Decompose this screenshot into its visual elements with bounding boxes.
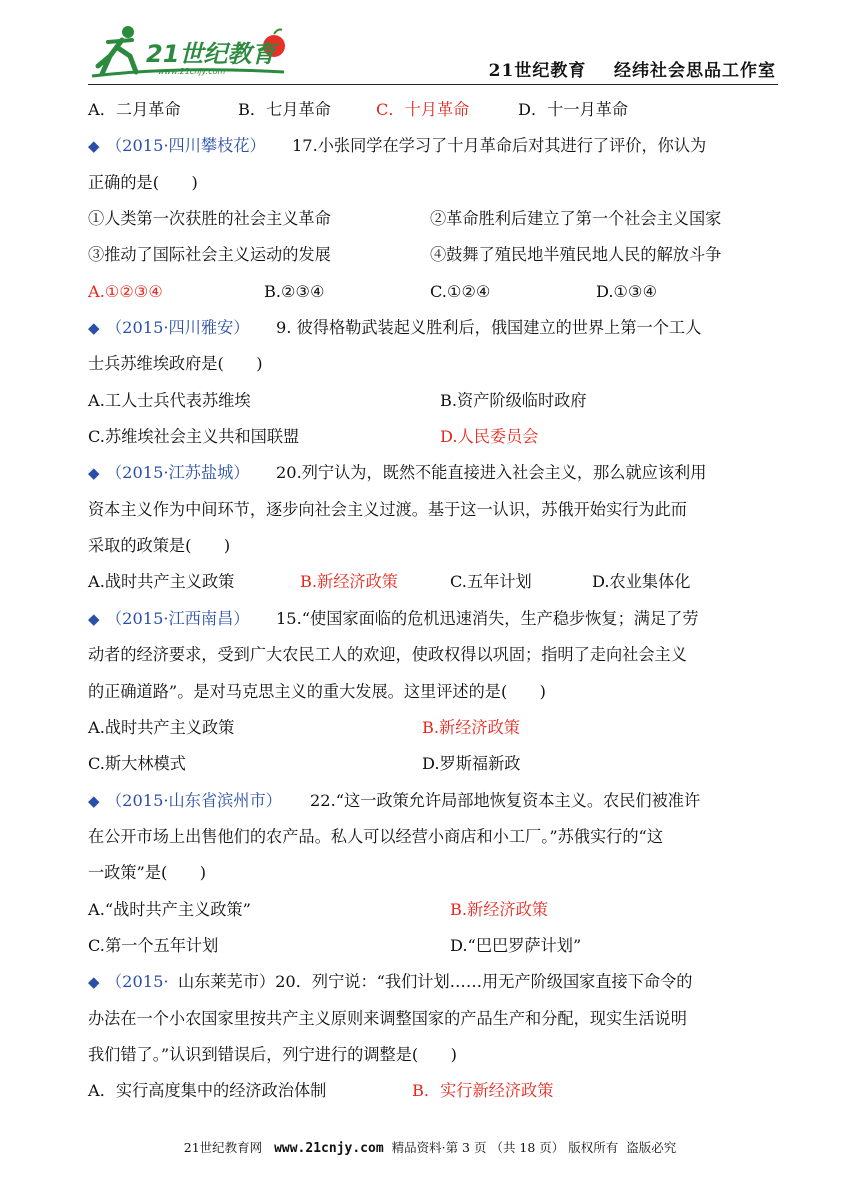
text-line-q20b-stem-1	[88, 964, 778, 1000]
text-line-q17-options	[88, 274, 778, 310]
diamond-icon: ◆	[88, 973, 100, 992]
text-segment: 22.“这一政策允许局部地恢复资本主义。农民们被准许	[310, 790, 701, 810]
text-segment: 一政策”是( )	[88, 863, 207, 883]
text-segment: ①人类第一次获胜的社会主义革命	[88, 209, 331, 229]
source-label: （2015·江西南昌）	[106, 608, 250, 628]
text-line-q17-stem-2	[88, 165, 778, 201]
diamond-icon: ◆	[88, 137, 100, 156]
text-line-q15-options-1	[88, 710, 778, 746]
text-segment: 在公开市场上出售他们的农产品。私人可以经营小商店和小工厂。”苏俄实行的“这	[88, 826, 664, 846]
text-segment: ②革命胜利后建立了第一个社会主义国家	[430, 209, 722, 229]
text-segment: A．实行高度集中的经济政治体制	[88, 1081, 327, 1101]
text-line-q20b-stem-3	[88, 1037, 778, 1073]
correct-answer: A.①②③④	[88, 281, 163, 301]
page-footer	[0, 1138, 860, 1156]
text-line-q22-stem-1	[88, 783, 778, 819]
footer-left: 21世纪教育网	[183, 1140, 275, 1155]
text-segment: 我们错了。”认识到错误后，列宁进行的调整是( )	[88, 1044, 457, 1064]
question-content	[88, 92, 778, 1110]
text-segment: 士兵苏维埃政府是( )	[88, 354, 263, 374]
correct-answer: C．十月革命	[376, 100, 470, 119]
text-segment: B.资产阶级临时政府	[440, 390, 587, 410]
text-line-q22-stem-3	[88, 855, 778, 891]
text-line-q17-items-1	[88, 201, 778, 237]
source-label: （2015·四川攀枝花）	[106, 136, 266, 156]
correct-answer: B．实行新经济政策	[412, 1081, 554, 1101]
text-line-q15-stem-2	[88, 637, 778, 673]
diamond-icon: ◆	[88, 791, 100, 810]
text-line-q17-stem-1	[88, 128, 778, 164]
text-segment: 动者的经济要求，受到广大农民工人的欢迎，使政权得以巩固；指明了走向社会主义	[88, 645, 687, 665]
text-segment: A.战时共产主义政策	[88, 572, 235, 592]
text-line-q20-stem-1	[88, 455, 778, 491]
text-line-q15-options-2	[88, 746, 778, 782]
text-line-q9-options-2	[88, 419, 778, 455]
header-divider	[88, 84, 778, 85]
text-segment: 资本主义作为中间环节，逐步向社会主义过渡。基于这一认识，苏俄开始实行为此而	[88, 499, 687, 519]
text-line-q20-stem-2	[88, 492, 778, 528]
text-line-q16-options	[88, 92, 778, 128]
text-segment: 正确的是( )	[88, 172, 198, 192]
text-segment: 15.“使国家面临的危机迅速消失，生产稳步恢复；满足了劳	[276, 608, 699, 628]
text-segment: A．二月革命	[88, 100, 181, 119]
footer-right: 精品资料·第 3 页 （共 18 页） 版权所有 盗版必究	[383, 1140, 677, 1155]
text-line-q15-stem-3	[88, 674, 778, 710]
text-segment: C.第一个五年计划	[88, 935, 219, 955]
text-line-q9-options-1	[88, 383, 778, 419]
page-header	[88, 22, 778, 84]
correct-answer: B.新经济政策	[422, 717, 520, 737]
text-segment: 山东莱芜市）20．列宁说：“我们计划……用无产阶级国家直接下命令的	[178, 972, 693, 992]
text-segment: C.苏维埃社会主义共和国联盟	[88, 427, 300, 447]
text-segment: A.“战时共产主义政策”	[88, 899, 251, 919]
text-segment: D.“巴巴罗萨计划”	[450, 935, 582, 955]
text-segment: ③推动了国际社会主义运动的发展	[88, 245, 331, 265]
text-segment: C.五年计划	[450, 572, 532, 592]
text-line-q20-options	[88, 564, 778, 600]
text-segment: A.工人士兵代表苏维埃	[88, 390, 251, 410]
text-line-q22-options-2	[88, 928, 778, 964]
text-segment: 办法在一个小农国家里按共产主义原则来调整国家的产品生产和分配，现实生活说明	[88, 1008, 687, 1028]
logo-url: www.21cnjy.com	[158, 67, 226, 76]
diamond-icon: ◆	[88, 609, 100, 628]
correct-answer: B.新经济政策	[450, 899, 548, 919]
text-segment: C.①②④	[430, 281, 491, 301]
text-segment: 的正确道路”。是对马克思主义的重大发展。这里评述的是( )	[88, 681, 546, 701]
source-label: （2015·江苏盐城）	[106, 463, 250, 483]
text-line-q20b-stem-2	[88, 1001, 778, 1037]
footer-site-link[interactable]: www.21cnjy.com	[274, 1141, 384, 1156]
text-segment: 17.小张同学在学习了十月革命后对其进行了评价，你认为	[292, 136, 707, 156]
text-line-q9-stem-1	[88, 310, 778, 346]
text-line-q20-stem-3	[88, 528, 778, 564]
source-label: （2015·四川雅安）	[106, 318, 250, 338]
text-segment: B．七月革命	[238, 100, 331, 119]
text-line-q22-stem-2	[88, 819, 778, 855]
text-segment: D.农业集体化	[592, 572, 691, 592]
correct-answer: D.人民委员会	[440, 427, 539, 447]
diamond-icon: ◆	[88, 464, 100, 483]
text-line-q17-items-2	[88, 237, 778, 273]
text-segment: A.战时共产主义政策	[88, 717, 235, 737]
text-segment: 20.列宁认为，既然不能直接进入社会主义，那么就应该利用	[276, 463, 707, 483]
logo	[88, 22, 288, 82]
source-label: （2015·	[106, 972, 169, 992]
text-line-q22-options-1	[88, 892, 778, 928]
correct-answer: B.新经济政策	[300, 572, 398, 592]
text-segment: ④鼓舞了殖民地半殖民地人民的解放斗争	[430, 245, 722, 265]
source-label: （2015·山东省滨州市）	[106, 790, 282, 810]
header-title: 21世纪教育 经纬社会思品工作室	[488, 61, 776, 81]
text-segment: D.①③④	[596, 281, 658, 301]
text-line-q15-stem-1	[88, 601, 778, 637]
text-line-q9-stem-2	[88, 346, 778, 382]
text-line-q20b-options	[88, 1073, 778, 1109]
text-segment: D.罗斯福新政	[422, 754, 521, 774]
text-segment: 采取的政策是( )	[88, 536, 231, 556]
diamond-icon: ◆	[88, 319, 100, 338]
text-segment: 9. 彼得格勒武装起义胜利后，俄国建立的世界上第一个工人	[276, 318, 702, 338]
text-segment: C.斯大林模式	[88, 754, 186, 774]
logo-text: 21世纪教育	[146, 40, 276, 68]
text-segment: B.②③④	[264, 281, 325, 301]
text-segment: D．十一月革命	[518, 100, 629, 119]
